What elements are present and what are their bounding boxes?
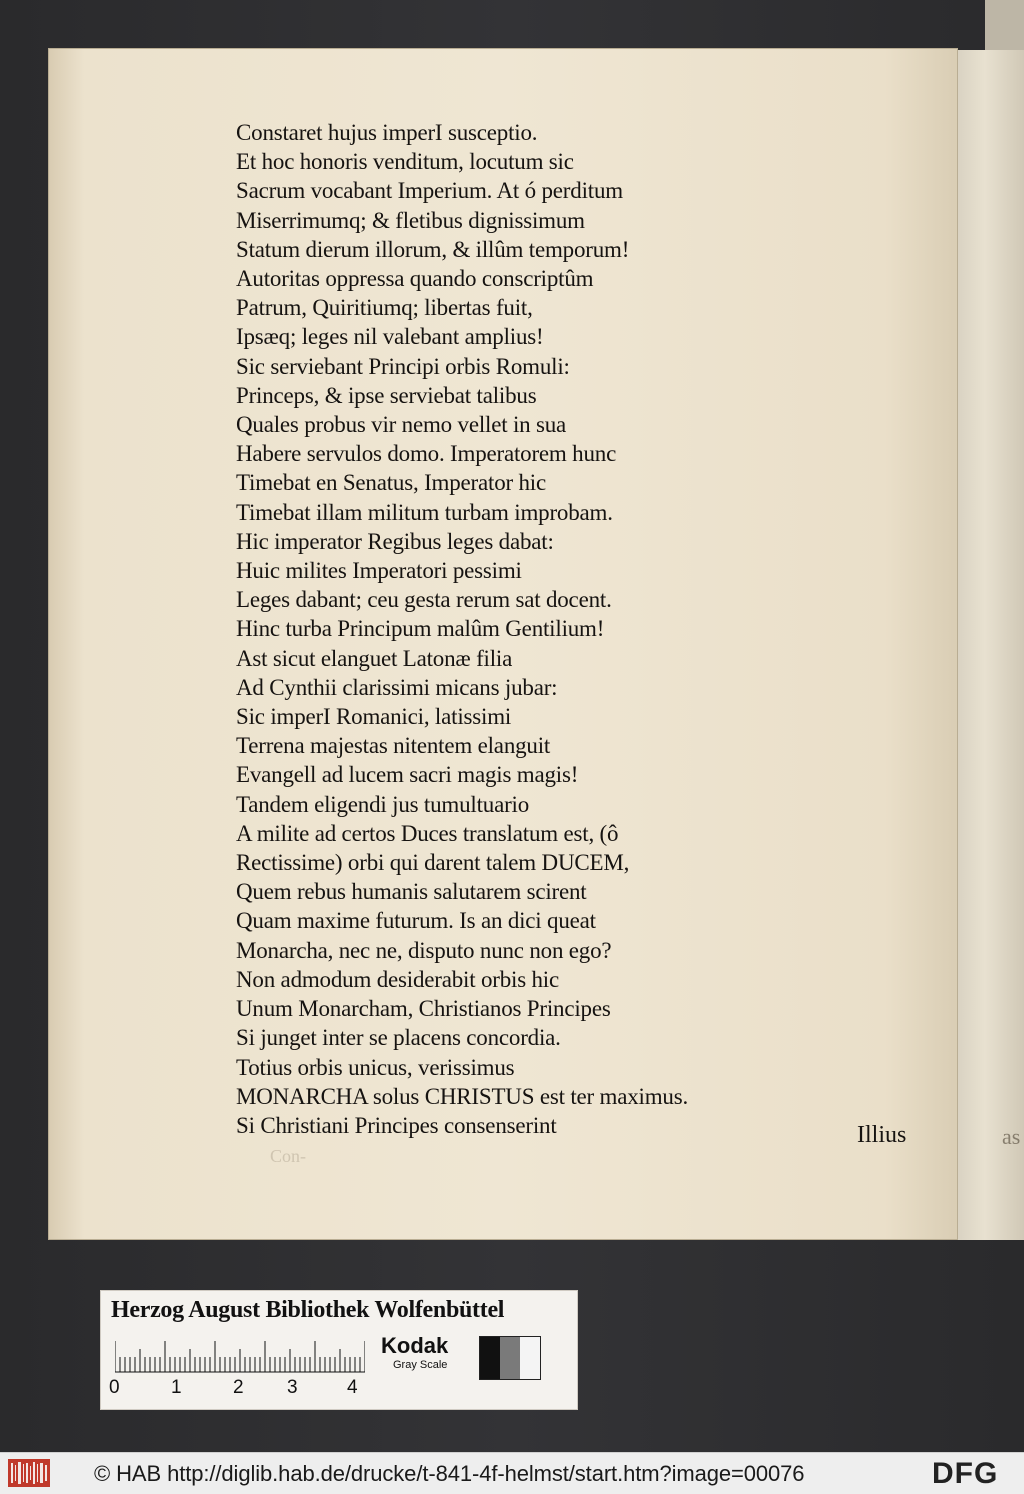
ruler-number: 1 bbox=[171, 1377, 182, 1398]
ruler-number: 0 bbox=[109, 1377, 120, 1398]
text-line: Patrum, Quiritiumq; libertas fuit, bbox=[236, 295, 533, 321]
text-line: Si junget inter se placens concordia. bbox=[236, 1025, 561, 1051]
text-line: Sacrum vocabant Imperium. At ó perditum bbox=[236, 178, 623, 204]
text-line: Si Christiani Principes consenserint bbox=[236, 1112, 557, 1138]
text-line: Timebat en Senatus, Imperator hic bbox=[236, 470, 547, 496]
text-line: A milite ad certos Duces translatum est, (ô bbox=[236, 820, 619, 846]
ruler-number: 3 bbox=[287, 1377, 298, 1398]
text-line: Autoritas oppressa quando conscriptûm bbox=[236, 266, 594, 292]
library-name: Herzog August Bibliothek Wolfenbüttel bbox=[111, 1297, 505, 1323]
next-leaf-catchword: as bbox=[1002, 1124, 1021, 1149]
gray-scale-label: Gray Scale bbox=[393, 1359, 448, 1371]
text-line: Monarcha, nec ne, disputo nunc non ego? bbox=[236, 937, 612, 963]
text-line: Constaret hujus imperI susceptio. bbox=[236, 120, 538, 145]
gray-swatch bbox=[520, 1337, 540, 1379]
footer-bar bbox=[0, 1452, 1024, 1494]
text-line: Unum Monarcham, Christianos Principes bbox=[236, 996, 611, 1022]
next-leaf-edge bbox=[955, 50, 1024, 1240]
color-reference-card bbox=[100, 1290, 578, 1410]
hab-barcode-logo-icon bbox=[8, 1459, 50, 1487]
ruler-number: 2 bbox=[233, 1377, 244, 1398]
gray-swatch bbox=[500, 1337, 520, 1379]
text-line: Leges dabant; ceu gesta rerum sat docent. bbox=[236, 587, 612, 613]
text-line: Quem rebus humanis salutarem scirent bbox=[236, 879, 587, 905]
catchword: Illius bbox=[857, 1122, 907, 1148]
text-line: Miserrimumq; & fletibus dignissimum bbox=[236, 207, 585, 233]
text-line: Statum dierum illorum, & illûm temporum! bbox=[236, 236, 630, 262]
text-line: Hinc turba Principum malûm Gentilium! bbox=[236, 616, 605, 642]
gray-swatch bbox=[480, 1337, 500, 1379]
text-line: Princeps, & ipse serviebat talibus bbox=[236, 382, 537, 408]
text-line: Huic milites Imperatori pessimi bbox=[236, 558, 522, 584]
text-line: Hic imperator Regibus leges dabat: bbox=[236, 528, 554, 554]
text-line: Tandem eligendi jus tumultuario bbox=[236, 791, 530, 817]
text-line: Timebat illam militum turbam improbam. bbox=[236, 499, 613, 525]
kodak-logo: Kodak bbox=[381, 1333, 449, 1358]
text-line: Et hoc honoris venditum, locutum sic bbox=[236, 149, 574, 175]
gray-swatches bbox=[479, 1336, 541, 1380]
poem-text bbox=[236, 118, 796, 1140]
text-line: Quam maxime futurum. Is an dici queat bbox=[236, 908, 596, 934]
ruler-number: 4 bbox=[347, 1377, 358, 1398]
text-line: Sic imperI Romanici, latissimi bbox=[236, 704, 512, 730]
text-line: Rectissime) orbi qui darent talem DUCEM, bbox=[236, 850, 630, 876]
text-line: Sic serviebant Principi orbis Romuli: bbox=[236, 353, 570, 379]
dfg-logo: DFG bbox=[932, 1457, 999, 1490]
show-through-catchword: Con- bbox=[270, 1146, 306, 1166]
scale-ruler bbox=[115, 1341, 365, 1373]
text-line: Totius orbis unicus, verissimus bbox=[236, 1054, 515, 1080]
text-line: Terrena majestas nitentem elanguit bbox=[236, 733, 551, 759]
text-line: Ad Cynthii clarissimi micans jubar: bbox=[236, 674, 558, 700]
text-line: Non admodum desiderabit orbis hic bbox=[236, 966, 560, 992]
text-line: Evangell ad lucem sacri magis magis! bbox=[236, 762, 579, 788]
text-line: Quales probus vir nemo vellet in sua bbox=[236, 412, 567, 438]
text-line: Ipsæq; leges nil valebant amplius! bbox=[236, 324, 544, 350]
ruler-numbers bbox=[109, 1377, 379, 1401]
text-line: Habere servulos domo. Imperatorem hunc bbox=[236, 441, 617, 467]
text-line: Ast sicut elanguet Latonæ filia bbox=[236, 645, 513, 671]
copyright-url[interactable]: © HAB http://diglib.hab.de/drucke/t-841-4f-helmst/start.htm?image=00076 bbox=[94, 1461, 805, 1486]
text-line: MONARCHA solus CHRISTUS est ter maximus. bbox=[236, 1083, 689, 1109]
